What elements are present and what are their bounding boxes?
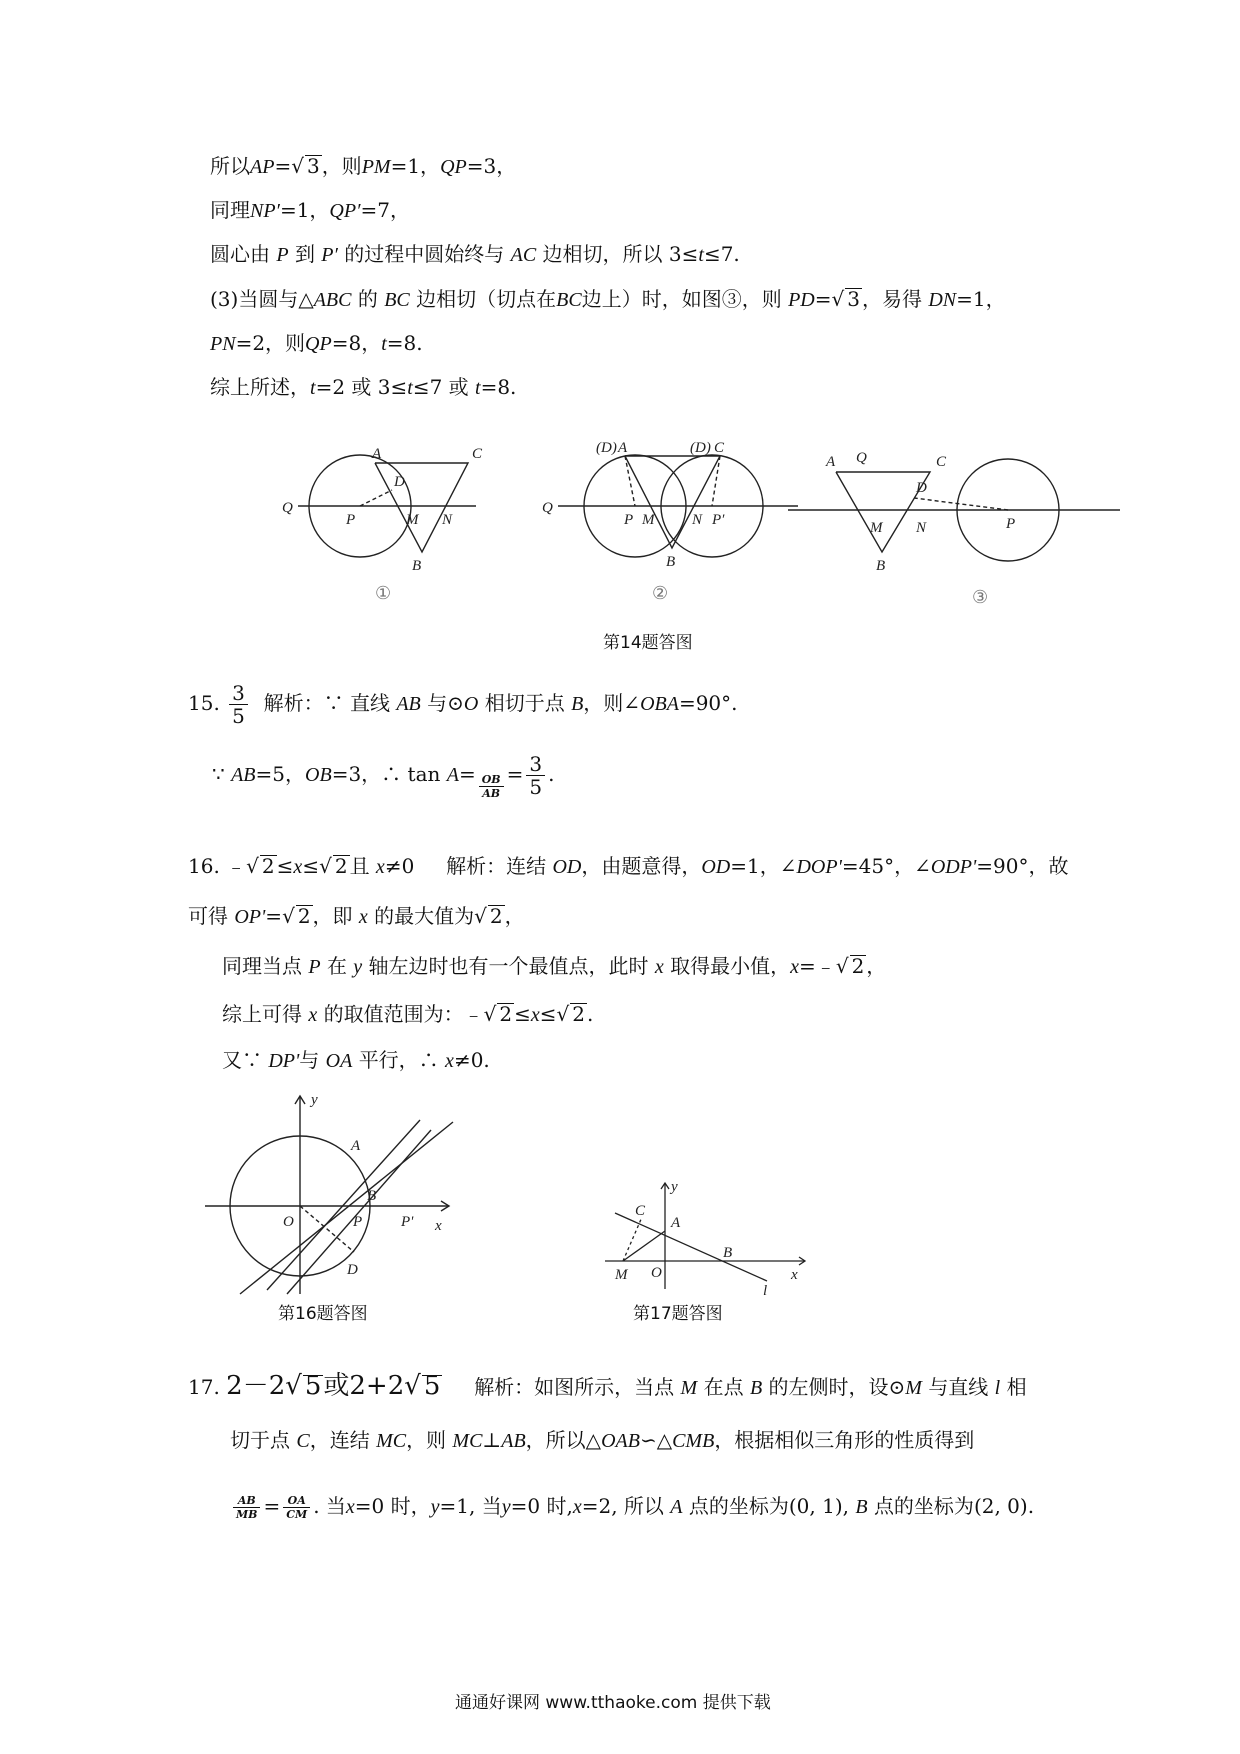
fig17-x: x [791,1267,798,1283]
fig16-y: y [311,1092,318,1108]
fig17-y: y [671,1179,678,1195]
fig14-3-b: B [876,558,886,574]
fig17-diagram [595,1175,815,1295]
q17-line1: 17. 2－2√ 5或2+2√ 5 解析：如图所示，当点 M 在点 B 的左侧时，设⊙M 与直线 l 相 [188,1371,1027,1401]
q16-line4: 综上可得 x 的取值范围为：﹣√ 2 ≤x≤√ 2 . [222,1002,594,1026]
fig14-3-d: D [916,480,927,496]
fig14-panel-2 [558,455,798,557]
fig16-p2: P' [401,1214,414,1230]
fig14-label-3: ③ [972,587,989,608]
fig16-x: x [435,1218,442,1234]
sol14-line6: 综上所述，t=2 或 3≤t≤7 或 t=8. [210,375,517,399]
sol14-line3: 圆心由 P 到 P′ 的过程中圆始终与 AC 边相切，所以 3≤t≤7. [210,242,740,266]
fig16-o: O [283,1214,294,1230]
fig14-panel-1 [298,455,476,557]
fig14-caption: 第14题答图 [603,633,693,653]
fig14-panel-3 [788,459,1120,561]
fig14-label-1: ① [375,583,392,604]
fig14-2-dc: (D) [690,440,711,456]
fig17-l: l [763,1283,768,1295]
q17-line2: 切于点 C，连结 MC，则 MC⊥AB，所以△OAB∽△CMB，根据相似三角形的性质得到 [230,1428,975,1452]
fig14-1-pd [360,490,392,506]
fig14-1-b: B [412,558,422,574]
fig14-1-triangle [375,463,468,552]
fig17-caption: 第17题答图 [633,1304,723,1324]
fig14-2-m: M [642,512,655,528]
sol14-line5: PN=2，则QP=8，t=8. [210,331,423,355]
q16-line1: 16. ﹣√ 2 ≤x≤√ 2 且 x≠0 解析：连结 OD，由题意得，OD=1，∠DOP'=45°，∠ODP'=90°，故 [188,854,1069,878]
fig14-3-a: A [826,454,836,470]
fig14-1-q: Q [282,500,293,516]
fig17-line-ma [623,1231,665,1261]
q15-small-fraction: $\frac{OB}{AB}$ [479,773,504,800]
fig14-2-da: (D) [596,440,617,456]
q16-line2: 可得 OP'=√ 2 ，即 x 的最大值为√ 2 ， [188,904,525,928]
fig16-p: P [353,1214,363,1230]
fig14-2-q: Q [542,500,553,516]
q17-fraction-oa-cm: $\frac{OA}{CM}$ [283,1494,310,1521]
fig17-o: O [651,1265,662,1281]
fig14-2-c: C [714,440,725,456]
fig14-1-a: A [372,446,382,462]
fig14-2-p: P [624,512,634,528]
q17-line3: $\frac{AB}{MB}$ = $\frac{OA}{CM}$ . 当x=0 时，y=1, 当y=0 时,x=2, 所以 A 点的坐标为(0, 1), B 点的坐标为(2, 0). [230,1492,1034,1521]
fig17-b: B [723,1245,733,1261]
fig14-2-b: B [666,554,676,570]
q16-line5: 又∵ DP'与 OA 平行，∴ x≠0. [222,1048,490,1072]
fig14-1-d: D [394,474,405,490]
fig14-label-2: ② [652,583,669,604]
fig14-2-n: N [692,512,703,528]
fig14-3-m: M [870,520,883,536]
q15-line2: ∵ AB=5，OB=3，∴ tan A= $\frac{OB}{AB}$ = $\frac{3}{5}$ . [212,752,555,800]
fig14-1-p: P [346,512,356,528]
q16-line3: 同理当点 P 在 y 轴左边时也有一个最值点，此时 x 取得最小值，x=﹣√ 2 ， [222,954,887,978]
fig16-caption: 第16题答图 [278,1304,368,1324]
fig16-d: D [347,1262,358,1278]
fig14-1-c: C [472,446,483,462]
q15-result-fraction: $\frac{3}{5}$ [526,753,545,798]
fig17-c: C [635,1203,646,1219]
fig17-line-l [615,1213,767,1281]
fig14-3-p: P [1006,516,1016,532]
sol14-line2: 同理NP′=1，QP′=7， [210,198,410,222]
fig14-2-p2: P′ [712,512,725,528]
fig17-a: A [671,1215,681,1231]
fig16-line-mid [287,1130,431,1294]
fig14-2-triangle [625,456,720,548]
fig14-1-m: M [406,512,419,528]
fig14-3-pd [914,498,1008,510]
fig17-m: M [615,1267,628,1283]
fig14-3-c: C [936,454,947,470]
fig16-diagram [205,1090,465,1300]
q15-line1: 15. $\frac{3}{5}$ 解析：∵ 直线 AB 与⊙O 相切于点 B，则∠OBA=90°. [188,681,738,728]
fig16-b: B [367,1188,377,1204]
fig14-3-n: N [916,520,927,536]
q15-answer-fraction: $\frac{3}{5}$ [229,682,248,727]
sol14-line1: 所以AP=√ 3 ，则PM=1，QP=3， [210,154,517,178]
fig14-1-n: N [442,512,453,528]
fig14-2-dash-left [625,456,635,506]
q17-fraction-ab-mb: $\frac{AB}{MB}$ [233,1494,260,1521]
page-footer: 通通好课网 www.tthaoke.com 提供下载 [455,1693,771,1713]
fig14-3-q: Q [856,450,867,466]
sol14-line4: (3)当圆与△ABC 的 BC 边相切（切点在BC边上）时，如图③，则 PD=√ 3 ，易得 DN=1， [210,287,1006,311]
fig14-2-a: A [618,440,628,456]
fig16-a: A [351,1138,361,1154]
fig16-line-oa [267,1120,420,1290]
fig14-diagram [280,440,1140,580]
